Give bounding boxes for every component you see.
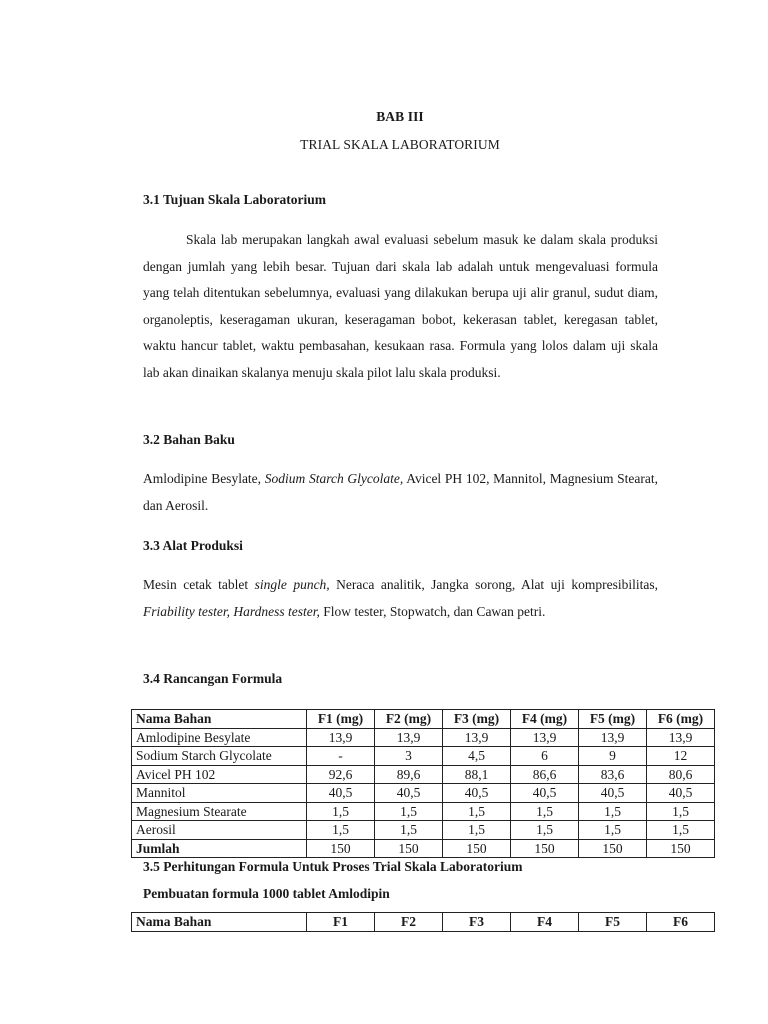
table-cell: 1,5	[579, 821, 647, 840]
table-header-cell: Nama Bahan	[132, 913, 307, 932]
table-cell: Aerosil	[132, 821, 307, 840]
table-cell: 40,5	[647, 784, 715, 803]
section-heading-3-5: 3.5 Perhitungan Formula Untuk Proses Trial Skala Laboratorium	[143, 859, 523, 874]
table-header-cell: F6 (mg)	[647, 710, 715, 729]
section-paragraph-3-1: Skala lab merupakan langkah awal evaluasi sebelum masuk ke dalam skala produksi dengan jumlah yang lebih besar. Tujuan dari skala lab adalah untuk mengevaluasi formula yang telah ditentukan sebelumnya, evaluasi yang dilakukan berupa uji alir granul, sudut diam, organoleptis, keseragaman ukuran, keseragaman bobot, kekerasan tablet, keregasan tablet, waktu hancur tablet, waktu pembasahan, kesukaan rasa. Formula yang lolos dalam uji skala lab akan dinaikan skalanya menuju skala pilot lalu skala produksi.	[143, 232, 658, 380]
chapter-number: BAB III	[376, 109, 424, 124]
table-header-cell: F2	[375, 913, 443, 932]
table-header-cell: F3 (mg)	[443, 710, 511, 729]
table-cell: 1,5	[375, 802, 443, 821]
table-header-cell: Nama Bahan	[132, 710, 307, 729]
formula-calculation-table	[131, 912, 715, 932]
table-cell: 13,9	[443, 728, 511, 747]
table-cell: Magnesium Stearate	[132, 802, 307, 821]
table-row	[132, 802, 715, 821]
table-cell: 1,5	[443, 821, 511, 840]
section-heading-3-1: 3.1 Tujuan Skala Laboratorium	[143, 192, 327, 207]
table-header-cell: F3	[443, 913, 511, 932]
table-header-cell: F5	[579, 913, 647, 932]
table-cell: -	[307, 747, 375, 766]
table-cell: 89,6	[375, 765, 443, 784]
table-cell: 13,9	[307, 728, 375, 747]
table-cell: 1,5	[307, 802, 375, 821]
table-cell: 13,9	[579, 728, 647, 747]
table-cell: 40,5	[579, 784, 647, 803]
table-header-cell: F6	[647, 913, 715, 932]
table-cell: 1,5	[511, 802, 579, 821]
table-cell: 88,1	[443, 765, 511, 784]
table-row	[132, 765, 715, 784]
table-cell: 12	[647, 747, 715, 766]
table-header-row	[132, 710, 715, 729]
table-header-cell: F4 (mg)	[511, 710, 579, 729]
table-cell: 80,6	[647, 765, 715, 784]
table-cell: 40,5	[511, 784, 579, 803]
table-cell: 4,5	[443, 747, 511, 766]
table-total-row	[132, 839, 715, 858]
table-cell: Avicel PH 102	[132, 765, 307, 784]
table-cell: 13,9	[375, 728, 443, 747]
table-cell: 40,5	[307, 784, 375, 803]
table-cell: 6	[511, 747, 579, 766]
table-cell: 9	[579, 747, 647, 766]
table-cell: Sodium Starch Glycolate	[132, 747, 307, 766]
table-header-cell: F2 (mg)	[375, 710, 443, 729]
table-cell: 1,5	[647, 821, 715, 840]
table-header-cell: F1 (mg)	[307, 710, 375, 729]
table-cell: 1,5	[647, 802, 715, 821]
equipment-text-a: Mesin cetak tablet	[143, 577, 255, 592]
table-cell: 150	[307, 839, 375, 858]
equipment-italic-d: Friability tester, Hardness tester,	[143, 603, 320, 619]
table-header-cell: F5 (mg)	[579, 710, 647, 729]
table-header-cell: F4	[511, 913, 579, 932]
table-cell: 1,5	[511, 821, 579, 840]
table-row	[132, 784, 715, 803]
table-cell: 1,5	[579, 802, 647, 821]
equipment-text-c: Neraca analitik, Jangka sorong, Alat uji kompresibilitas,	[329, 577, 658, 592]
table-cell: 83,6	[579, 765, 647, 784]
table-cell: Mannitol	[132, 784, 307, 803]
raw-materials-text-c: Avicel PH 102, Mannitol, Magnesium Stearat, dan Aerosil.	[143, 471, 659, 513]
table-cell: 150	[579, 839, 647, 858]
section-heading-3-2: 3.2 Bahan Baku	[143, 432, 235, 447]
section-paragraph-3-2	[143, 466, 658, 519]
raw-materials-italic: Sodium Starch Glycolate,	[264, 471, 404, 486]
table-cell: 150	[511, 839, 579, 858]
table-row	[132, 821, 715, 840]
table-cell: 40,5	[375, 784, 443, 803]
table-header-row	[132, 913, 715, 932]
chapter-title: TRIAL SKALA LABORATORIUM	[300, 137, 500, 152]
section-heading-3-4: 3.4 Rancangan Formula	[143, 671, 283, 686]
table-cell: 13,9	[647, 728, 715, 747]
table-cell: 150	[443, 839, 511, 858]
table-cell: 40,5	[443, 784, 511, 803]
table-cell: 86,6	[511, 765, 579, 784]
table-header-cell: F1	[307, 913, 375, 932]
table-cell: 3	[375, 747, 443, 766]
table-cell: 1,5	[307, 821, 375, 840]
table-cell: 150	[647, 839, 715, 858]
table-row	[132, 728, 715, 747]
raw-materials-text-a: Amlodipine Besylate,	[143, 471, 265, 486]
equipment-text-e: Flow tester, Stopwatch, dan Cawan petri.	[319, 603, 546, 619]
table-cell: 13,9	[511, 728, 579, 747]
table-cell: 92,6	[307, 765, 375, 784]
table-cell: 150	[375, 839, 443, 858]
section-paragraph-3-3	[143, 572, 658, 625]
table-row	[132, 747, 715, 766]
equipment-italic-b: single punch,	[254, 577, 330, 592]
table-cell: Amlodipine Besylate	[132, 728, 307, 747]
section-heading-3-3: 3.3 Alat Produksi	[143, 538, 243, 553]
table-cell: 1,5	[443, 802, 511, 821]
formula-design-table	[131, 709, 715, 858]
table-cell: Jumlah	[132, 839, 307, 858]
table-cell: 1,5	[375, 821, 443, 840]
section-subheading-3-5: Pembuatan formula 1000 tablet Amlodipin	[143, 886, 390, 901]
